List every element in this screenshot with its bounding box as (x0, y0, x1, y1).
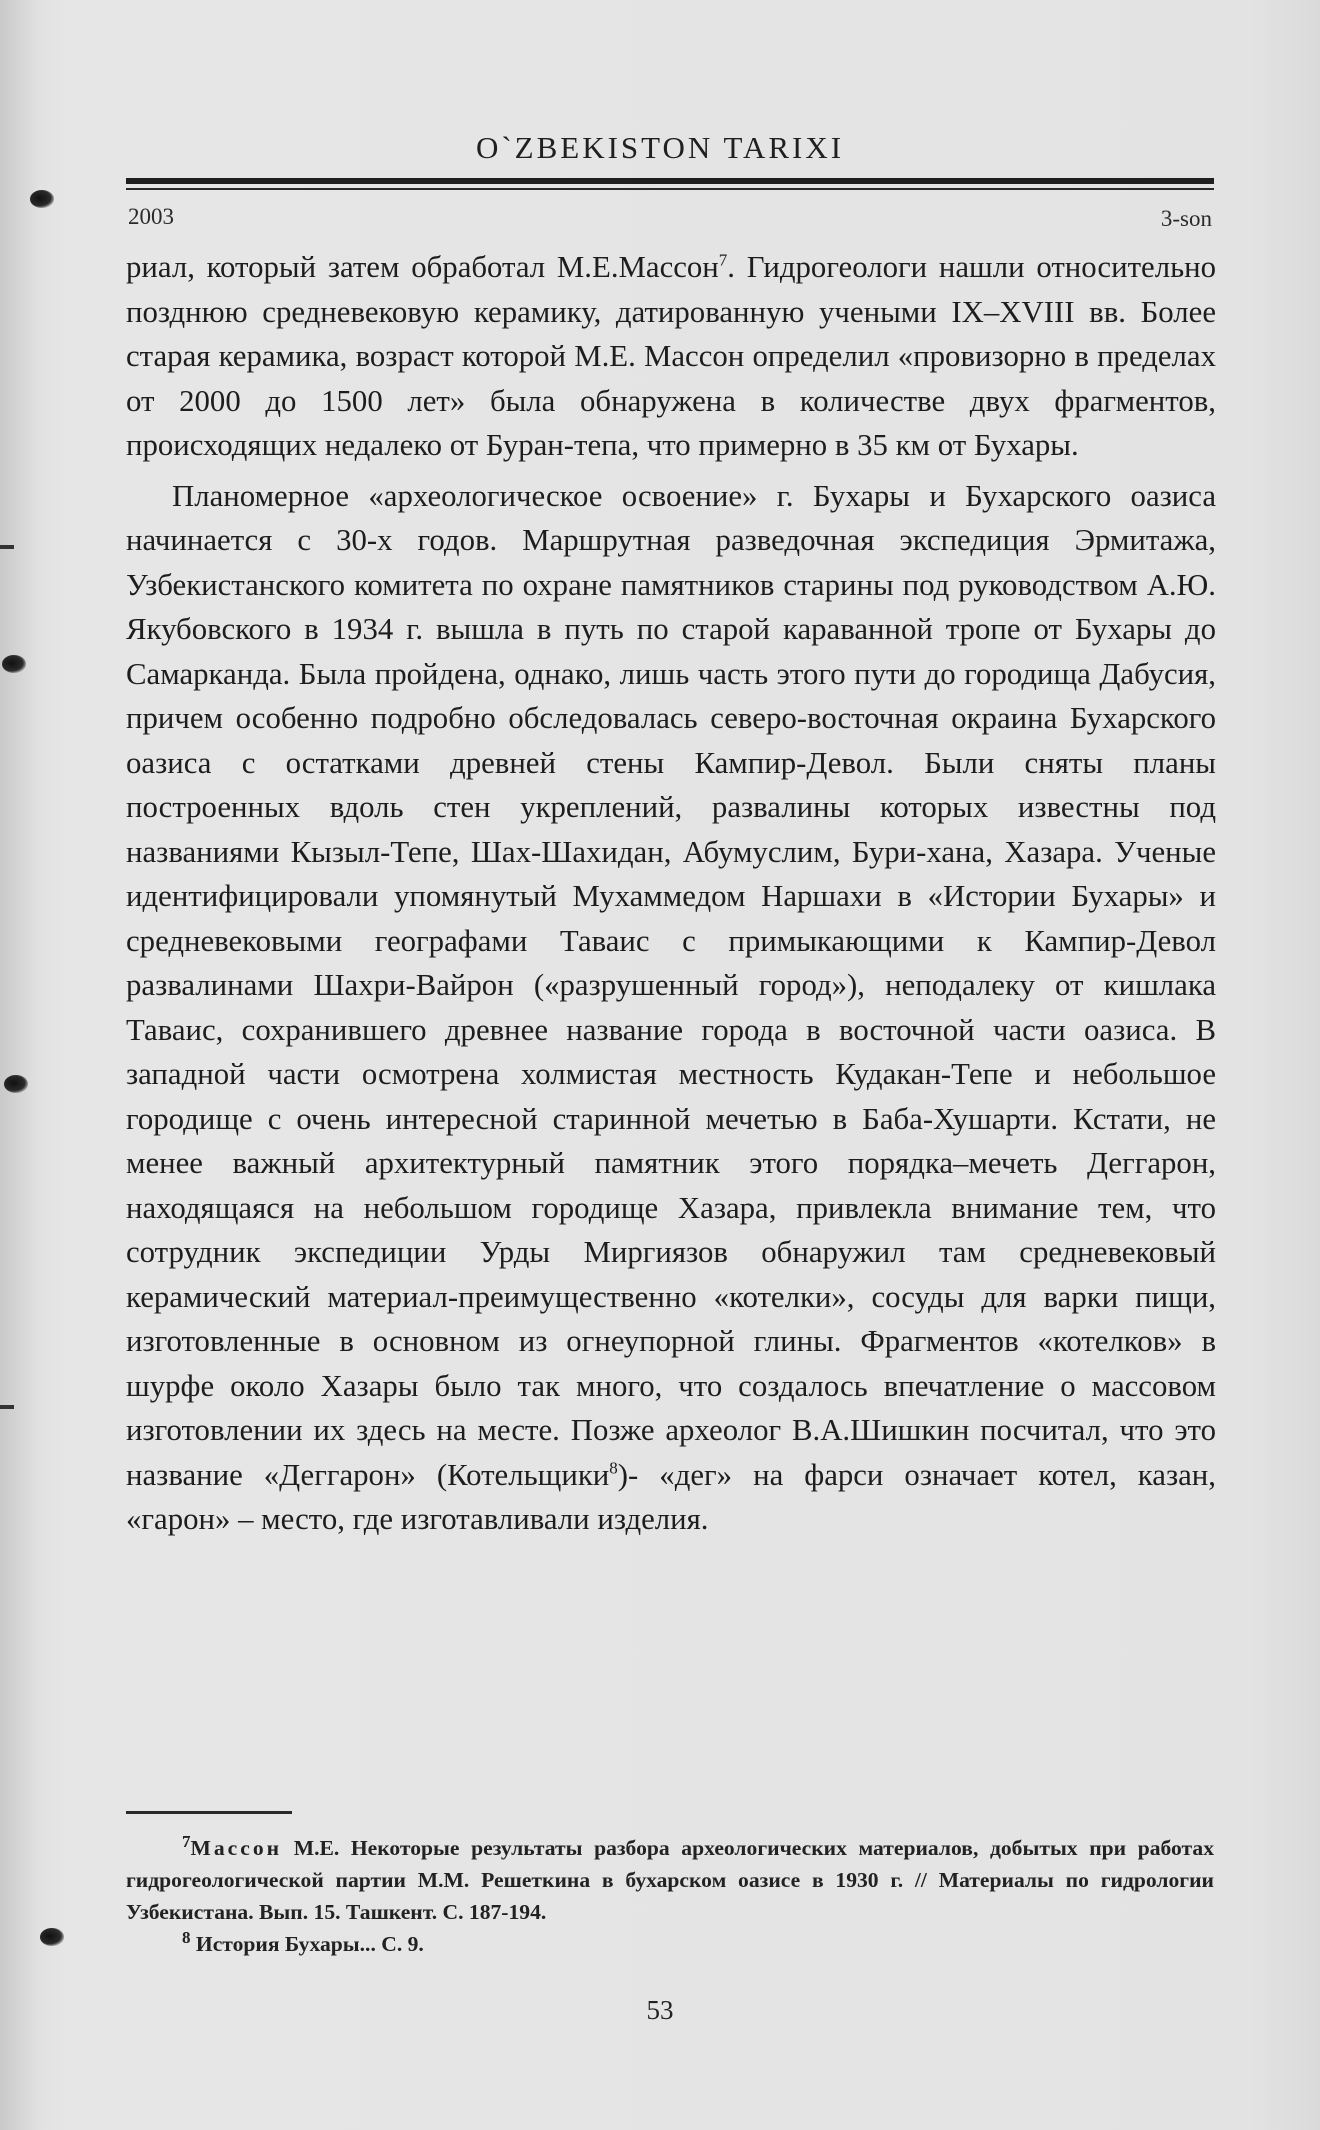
paragraph-2 (126, 474, 1216, 1542)
header-issue: 3-son (1160, 206, 1212, 231)
punch-hole-2 (2, 655, 26, 673)
paragraph-1-text-cont: . Гидрогеологи нашли относительно позднюю средневековую керамику, датированную учеными IX–XVIII вв. Более старая керамика, возраст которой М.Е. Массон определил «провизорно в пределах от 2000 до 1500 лет» была обнаружена в количестве двух фрагментов, происходящих недалеко от Буран-тепа, что примерно в 35 км от Бухары. (126, 250, 1216, 462)
punch-hole-3 (4, 1075, 28, 1093)
binding-mark (0, 1405, 14, 1409)
footnote-7-text: М.Е. Некоторые результаты разбора археологических материалов, добытых при работах гидрогеологической партии М.М. Решеткина в бухарском оазисе в 1930 г. // Материалы по гидрологии Узбекистана. Вып. 15. Ташкент. С. 187-194. (126, 1836, 1214, 1924)
page-number: 53 (646, 1995, 674, 2025)
paragraph-2-text: Планомерное «археологическое освоение» г. Бухары и Бухарского оазиса начинается с 30-х годов. Маршрутная разведочная экспедиция Эрмитажа, Узбекистанского комитета по охране памятников старины под руководством А.Ю. Якубовского в 1934 г. вышла в путь по старой караванной тропе от Бухары до Самарканда. Была пройдена, однако, лишь часть этого пути до городища Дабусия, причем особенно подробно обследовалась северо-восточная окраина Бухарского оазиса с остатками древней стены Кампир-Девол. Были сняты планы построенных вдоль стен укреплений, развалины которых известны под названиями Кызыл-Тепе, Шах-Шахидан, Абумуслим, Бури-хана, Хазара. Ученые идентифицировали упомянутый Мухаммедом Наршахи в «Истории Бухары» и средневековыми географами Таваис с примыкающими к Кампир-Девол развалинами Шахри-Вайрон («разрушенный город»), неподалеку от кишлака Таваис, сохранившего древнее название города в восточной части оазиса. В западной части осмотрена холмистая местность Кудакан-Тепе и небольшое городище с очень интересной старинной мечетью в Баба-Хушарти. Кстати, не менее важный архитектурный памятник этого порядка–мечеть Деггарон, находящаяся на небольшом городище Хазара, привлекла внимание тем, что сотрудник экспедиции Урды Миргиязов обнаружил там средневековый керамический материал-преимущественно «котелки», сосуды для варки пищи, изготовленные в основном из огнеупорной глины. Фрагментов «котелков» в шурфе около Хазары было так много, что создалось впечатление о массовом изготовлении их здесь на месте. Позже археолог В.А.Шишкин посчитал, что это название «Деггарон» (Котельщики (126, 478, 1216, 1492)
footnote-ref-8: 8 (609, 1458, 618, 1478)
footnote-8-text: История Бухары... С. 9. (190, 1932, 424, 1956)
footnote-8 (126, 1928, 1214, 1960)
binding-mark (0, 545, 14, 549)
header-rule-thin (126, 188, 1214, 190)
punch-hole-4 (40, 1928, 64, 1946)
article-body (126, 245, 1216, 1542)
footnote-7-number: 7 (182, 1831, 191, 1851)
paragraph-2-text-cont: )- «дег» на фарси означает котел, казан, «гарон» – место, где изготавливали изделия. (126, 1457, 1216, 1536)
footnote-7-author: Массон (190, 1836, 283, 1860)
footnote-7 (126, 1832, 1214, 1928)
journal-title: O`ZBEKISTON TARIXI (475, 130, 845, 165)
header-year: 2003 (128, 204, 174, 229)
paragraph-1 (126, 245, 1216, 468)
header-rule-thick (126, 178, 1214, 184)
footnote-separator (126, 1811, 292, 1814)
footnote-8-number: 8 (182, 1927, 191, 1947)
footnotes (126, 1832, 1214, 1960)
punch-hole-1 (30, 190, 54, 208)
paragraph-1-text: риал, который затем обработал М.Е.Массон (126, 250, 719, 284)
footnote-ref-7: 7 (718, 250, 728, 270)
